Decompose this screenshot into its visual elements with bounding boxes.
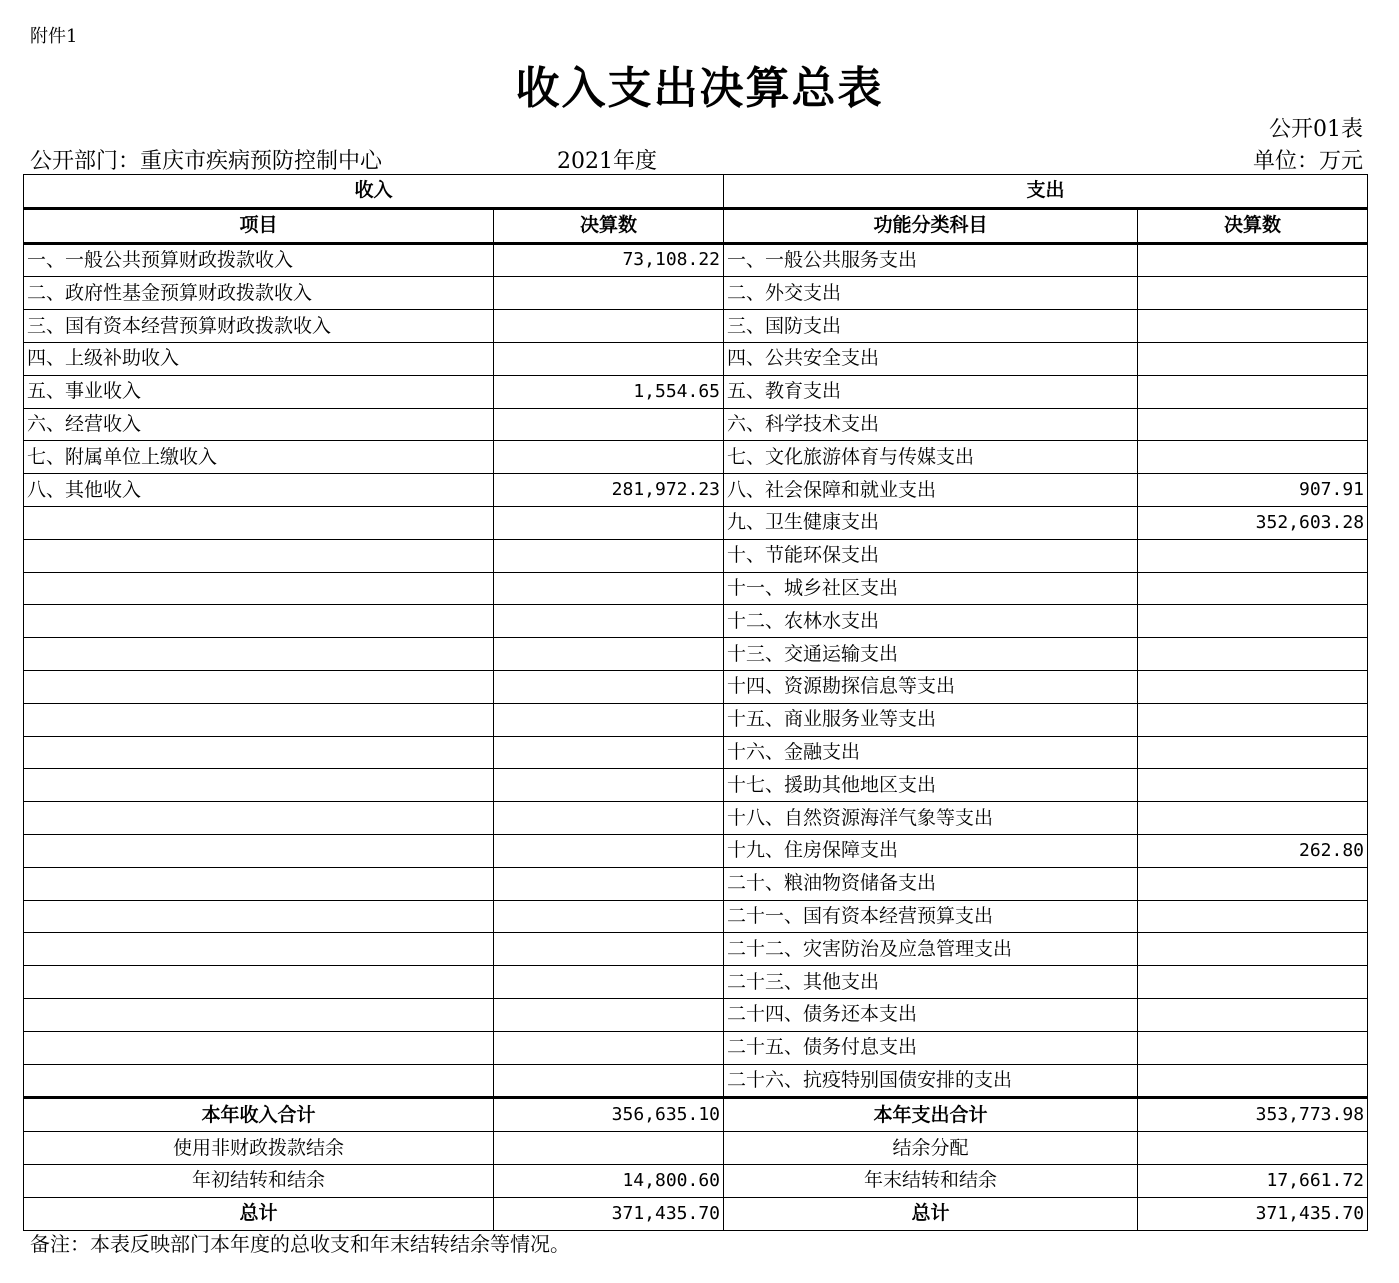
expense-item: 四、公共安全支出 <box>724 342 1138 375</box>
expense-item: 二、外交支出 <box>724 277 1138 310</box>
income-item <box>24 769 494 802</box>
income-expense-table <box>23 174 1368 1231</box>
expense-item: 三、国防支出 <box>724 310 1138 343</box>
income-item <box>24 834 494 867</box>
table-row <box>24 605 1368 638</box>
income-amount <box>494 769 724 802</box>
page-title: 收入支出决算总表 <box>515 63 884 114</box>
income-item <box>24 1031 494 1064</box>
expense-amount <box>1138 670 1368 703</box>
expense-item: 二十一、国有资本经营预算支出 <box>724 900 1138 933</box>
expense-item: 二十、粮油物资储备支出 <box>724 867 1138 900</box>
expense-item: 十三、交通运输支出 <box>724 638 1138 671</box>
expense-amount <box>1138 703 1368 736</box>
summary-expense-amount: 353,773.98 <box>1138 1098 1368 1132</box>
expense-amount <box>1138 736 1368 769</box>
attachment-label: 附件1 <box>30 26 78 47</box>
fiscal-year: 2021年度 <box>557 149 657 174</box>
expense-item: 十九、住房保障支出 <box>724 834 1138 867</box>
income-item <box>24 572 494 605</box>
summary-expense-amount <box>1138 1132 1368 1165</box>
table-row <box>24 834 1368 867</box>
income-item: 七、附属单位上缴收入 <box>24 441 494 474</box>
table-row <box>24 769 1368 802</box>
unit-label: 单位：万元 <box>1252 149 1363 174</box>
col-header-item: 项目 <box>24 208 494 243</box>
expense-amount <box>1138 605 1368 638</box>
income-amount <box>494 506 724 539</box>
table-row <box>24 277 1368 310</box>
table-row <box>24 736 1368 769</box>
summary-income-amount: 356,635.10 <box>494 1098 724 1132</box>
summary-expense-label: 本年支出合计 <box>724 1098 1138 1132</box>
col-header-expense-amount: 决算数 <box>1138 208 1368 243</box>
summary-expense-label: 结余分配 <box>724 1132 1138 1165</box>
expense-amount <box>1138 769 1368 802</box>
expense-item: 五、教育支出 <box>724 375 1138 408</box>
income-amount <box>494 933 724 966</box>
table-row <box>24 638 1368 671</box>
table-row <box>24 539 1368 572</box>
income-item <box>24 506 494 539</box>
summary-income-amount: 14,800.60 <box>494 1164 724 1197</box>
income-item <box>24 670 494 703</box>
column-header-row <box>24 208 1368 243</box>
expense-item: 十六、金融支出 <box>724 736 1138 769</box>
income-amount <box>494 670 724 703</box>
expense-amount <box>1138 539 1368 572</box>
income-item: 三、国有资本经营预算财政拨款收入 <box>24 310 494 343</box>
income-amount <box>494 408 724 441</box>
income-amount <box>494 277 724 310</box>
income-item <box>24 966 494 999</box>
income-amount <box>494 998 724 1031</box>
expense-item: 十四、资源勘探信息等支出 <box>724 670 1138 703</box>
income-item <box>24 1064 494 1098</box>
expense-amount <box>1138 1031 1368 1064</box>
summary-income-label: 使用非财政拨款结余 <box>24 1132 494 1165</box>
expense-amount <box>1138 375 1368 408</box>
summary-income-amount: 371,435.70 <box>494 1197 724 1230</box>
summary-income-label: 年初结转和结余 <box>24 1164 494 1197</box>
income-amount <box>494 441 724 474</box>
summary-row <box>24 1132 1368 1165</box>
income-item <box>24 802 494 835</box>
expense-item: 十八、自然资源海洋气象等支出 <box>724 802 1138 835</box>
income-amount <box>494 867 724 900</box>
income-item: 八、其他收入 <box>24 474 494 507</box>
summary-row <box>24 1164 1368 1197</box>
expense-item: 十七、援助其他地区支出 <box>724 769 1138 802</box>
income-item: 六、经营收入 <box>24 408 494 441</box>
table-row <box>24 703 1368 736</box>
expense-amount <box>1138 572 1368 605</box>
table-row <box>24 572 1368 605</box>
expense-section-header: 支出 <box>724 175 1368 209</box>
expense-item: 二十五、债务付息支出 <box>724 1031 1138 1064</box>
table-row <box>24 802 1368 835</box>
table-row <box>24 375 1368 408</box>
income-amount: 1,554.65 <box>494 375 724 408</box>
expense-amount: 262.80 <box>1138 834 1368 867</box>
expense-amount <box>1138 933 1368 966</box>
income-amount <box>494 605 724 638</box>
table-row <box>24 310 1368 343</box>
expense-item: 二十三、其他支出 <box>724 966 1138 999</box>
table-row <box>24 1064 1368 1098</box>
expense-amount <box>1138 1064 1368 1098</box>
income-item <box>24 867 494 900</box>
table-row <box>24 506 1368 539</box>
income-item <box>24 638 494 671</box>
expense-amount <box>1138 998 1368 1031</box>
income-section-header: 收入 <box>24 175 724 209</box>
summary-income-label: 总计 <box>24 1197 494 1230</box>
expense-item: 七、文化旅游体育与传媒支出 <box>724 441 1138 474</box>
form-number: 公开01表 <box>1269 117 1363 142</box>
income-item: 二、政府性基金预算财政拨款收入 <box>24 277 494 310</box>
table-row <box>24 474 1368 507</box>
expense-amount <box>1138 277 1368 310</box>
income-amount <box>494 900 724 933</box>
table-row <box>24 867 1368 900</box>
expense-item: 十、节能环保支出 <box>724 539 1138 572</box>
summary-expense-amount: 17,661.72 <box>1138 1164 1368 1197</box>
expense-amount: 907.91 <box>1138 474 1368 507</box>
income-amount <box>494 1064 724 1098</box>
income-amount <box>494 802 724 835</box>
expense-item: 六、科学技术支出 <box>724 408 1138 441</box>
col-header-income-amount: 决算数 <box>494 208 724 243</box>
income-item <box>24 998 494 1031</box>
summary-expense-label: 年末结转和结余 <box>724 1164 1138 1197</box>
income-amount <box>494 539 724 572</box>
footnote: 备注：本表反映部门本年度的总收支和年末结转结余等情况。 <box>30 1232 570 1256</box>
col-header-function: 功能分类科目 <box>724 208 1138 243</box>
income-amount: 281,972.23 <box>494 474 724 507</box>
expense-amount <box>1138 638 1368 671</box>
income-amount <box>494 638 724 671</box>
income-amount: 73,108.22 <box>494 243 724 277</box>
summary-income-amount <box>494 1132 724 1165</box>
summary-row <box>24 1098 1368 1132</box>
income-item: 五、事业收入 <box>24 375 494 408</box>
expense-amount <box>1138 408 1368 441</box>
expense-amount <box>1138 900 1368 933</box>
expense-item: 二十二、灾害防治及应急管理支出 <box>724 933 1138 966</box>
income-amount <box>494 736 724 769</box>
table-row <box>24 966 1368 999</box>
income-amount <box>494 310 724 343</box>
income-amount <box>494 966 724 999</box>
expense-amount <box>1138 342 1368 375</box>
income-item: 一、一般公共预算财政拨款收入 <box>24 243 494 277</box>
income-item <box>24 703 494 736</box>
table-row <box>24 1031 1368 1064</box>
table-row <box>24 342 1368 375</box>
expense-item: 十一、城乡社区支出 <box>724 572 1138 605</box>
expense-item: 十二、农林水支出 <box>724 605 1138 638</box>
section-header-row <box>24 175 1368 209</box>
expense-amount <box>1138 243 1368 277</box>
department-label: 公开部门：重庆市疾病预防控制中心 <box>30 149 383 174</box>
table-row <box>24 933 1368 966</box>
table-row <box>24 900 1368 933</box>
summary-expense-amount: 371,435.70 <box>1138 1197 1368 1230</box>
expense-item: 九、卫生健康支出 <box>724 506 1138 539</box>
income-amount <box>494 834 724 867</box>
income-item: 四、上级补助收入 <box>24 342 494 375</box>
expense-amount <box>1138 867 1368 900</box>
expense-amount: 352,603.28 <box>1138 506 1368 539</box>
income-amount <box>494 342 724 375</box>
summary-expense-label: 总计 <box>724 1197 1138 1230</box>
income-item <box>24 605 494 638</box>
table-row <box>24 243 1368 277</box>
income-amount <box>494 1031 724 1064</box>
expense-amount <box>1138 310 1368 343</box>
summary-row <box>24 1197 1368 1230</box>
expense-item: 二十六、抗疫特别国债安排的支出 <box>724 1064 1138 1098</box>
expense-item: 一、一般公共服务支出 <box>724 243 1138 277</box>
income-amount <box>494 703 724 736</box>
expense-item: 八、社会保障和就业支出 <box>724 474 1138 507</box>
expense-item: 二十四、债务还本支出 <box>724 998 1138 1031</box>
table-row <box>24 441 1368 474</box>
expense-amount <box>1138 966 1368 999</box>
expense-amount <box>1138 802 1368 835</box>
income-amount <box>494 572 724 605</box>
expense-amount <box>1138 441 1368 474</box>
summary-income-label: 本年收入合计 <box>24 1098 494 1132</box>
table-row <box>24 670 1368 703</box>
table-row <box>24 408 1368 441</box>
expense-item: 十五、商业服务业等支出 <box>724 703 1138 736</box>
table-row <box>24 998 1368 1031</box>
income-item <box>24 900 494 933</box>
income-item <box>24 933 494 966</box>
income-item <box>24 736 494 769</box>
income-item <box>24 539 494 572</box>
